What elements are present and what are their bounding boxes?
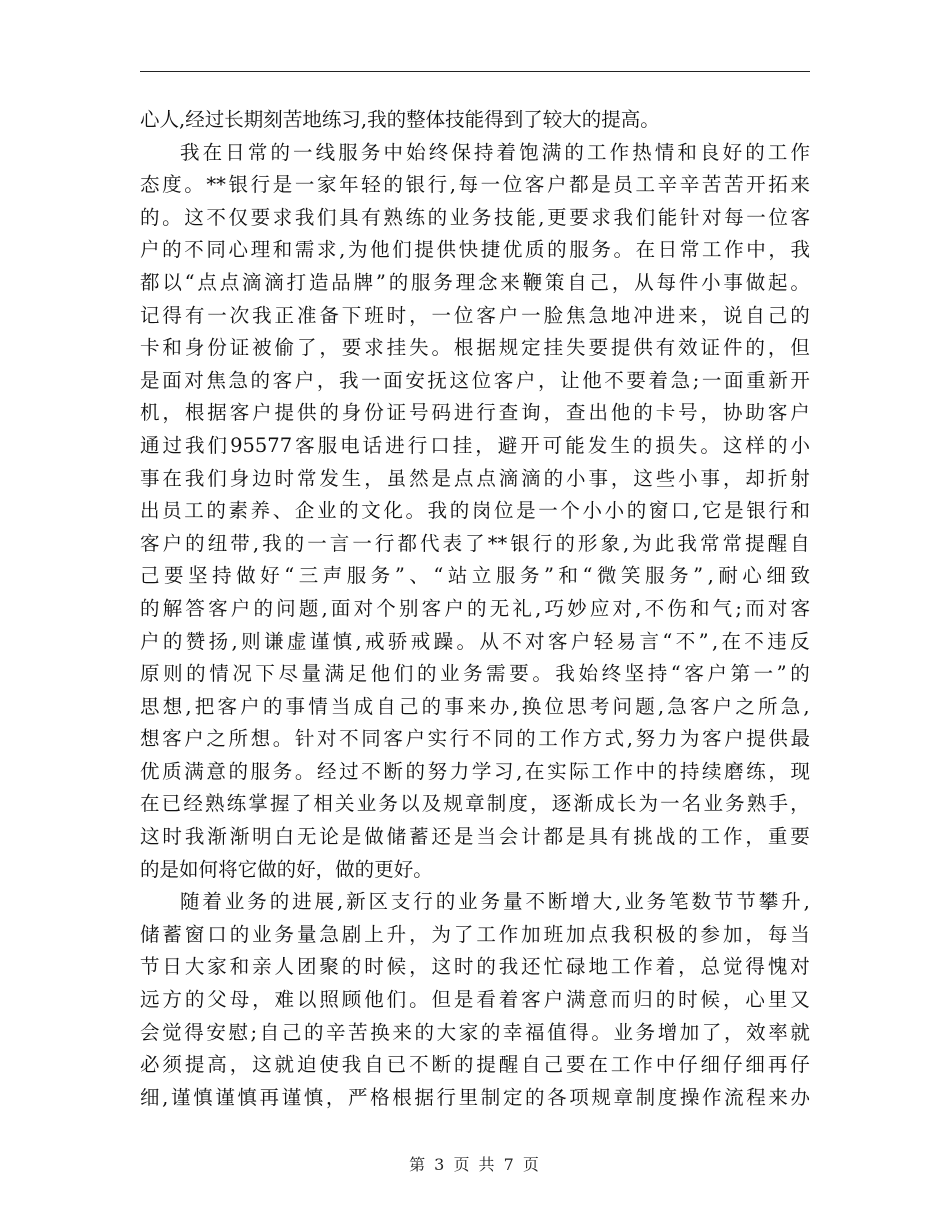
text-line: 机 ， 根 据 客 户 提 供 的 身 份 证 号 码 进 行 查 询 ， 查 出 他 的 卡 号 ， 协 助 客 户: [140, 401, 810, 425]
text-line: 的 是 如 何 将 它 做 的 好 ， 做 的 更 好 。: [140, 857, 433, 881]
text-line: 都 以 “ 点 点 滴 滴 打 造 品 牌 ” 的 服 务 理 念 来 鞭 策 自 己 ， 从 每 件 小 事 做 起 。: [140, 270, 810, 294]
text-line: 出 员 工 的 素 养 、 企 业 的 文 化 。 我 的 岗 位 是 一 个 小 小 的 窗 口 , 它 是 银 行 和: [140, 499, 810, 523]
text-line: 原 则 的 情 况 下 尽 量 满 足 他 们 的 业 务 需 要 。 我 始 终 坚 持 “ 客 户 第 一 ” 的: [140, 662, 810, 686]
text-line: 己 要 坚 持 做 好 “ 三 声 服 务 ” 、 “ 站 立 服 务 ” 和 “ 微 笑 服 务 ” , 耐 心 细 致: [140, 564, 810, 588]
text-line: 卡 和 身 份 证 被 偷 了 ， 要 求 挂 失 。 根 据 规 定 挂 失 要 提 供 有 效 证 件 的 ， 但: [140, 336, 810, 360]
text-line: 户 的 不 同 心 理 和 需 求 , 为 他 们 提 供 快 捷 优 质 的 服 务 。 在 日 常 工 作 中 ， 我: [140, 238, 810, 262]
text-line: 我 在 日 常 的 一 线 服 务 中 始 终 保 持 着 饱 满 的 工 作 热 情 和 良 好 的 工 作: [180, 140, 810, 164]
text-line: 优 质 满 意 的 服 务 。 经 过 不 断 的 努 力 学 习 , 在 实 际 工 作 中 的 持 续 磨 练 ， 现: [140, 759, 810, 783]
text-line: 随 着 业 务 的 进 展 , 新 区 支 行 的 业 务 量 不 断 增 大 , 业 务 笔 数 节 节 攀 升 ,: [180, 890, 810, 914]
page-footer: 第 3 页 共 7 页: [409, 1155, 541, 1174]
text-line: 心 人 , 经 过 长 期 刻 苦 地 练 习 , 我 的 整 体 技 能 得 到 了 较 大 的 提 高 。: [140, 108, 660, 131]
text-line: 节 日 大 家 和 亲 人 团 聚 的 时 候 ， 这 时 的 我 还 忙 碌 地 工 作 着 ， 总 觉 得 愧 对: [140, 955, 810, 979]
text-line: 细 , 谨 慎 谨 慎 再 谨 慎 ， 严 格 根 据 行 里 制 定 的 各 项 规 章 制 度 操 作 流 程 来 办: [140, 1085, 810, 1109]
text-line: 在 已 经 熟 练 掌 握 了 相 关 业 务 以 及 规 章 制 度 ， 逐 渐 成 长 为 一 名 业 务 熟 手 ，: [140, 792, 810, 816]
text-line: 的 。 这 不 仅 要 求 我 们 具 有 熟 练 的 业 务 技 能 , 更 要 求 我 们 能 针 对 每 一 位 客: [140, 205, 810, 229]
text-line: 的 解 答 客 户 的 问 题 , 面 对 个 别 客 户 的 无 礼 , 巧 妙 应 对 , 不 伤 和 气 ; 而 对 客: [140, 596, 810, 620]
text-line: 想 客 户 之 所 想 。 针 对 不 同 客 户 实 行 不 同 的 工 作 方 式 , 努 力 为 客 户 提 供 最: [140, 727, 810, 751]
text-line: 这 时 我 渐 渐 明 白 无 论 是 做 储 蓄 还 是 当 会 计 都 是 具 有 挑 战 的 工 作 ， 重 要: [140, 825, 810, 849]
body-text: [140, 104, 810, 1114]
text-line: 会 觉 得 安 慰 ; 自 己 的 辛 苦 换 来 的 大 家 的 幸 福 值 得 。 业 务 增 加 了 ， 效 率 就: [140, 1020, 810, 1044]
header-rule: [140, 71, 810, 72]
text-line: 户 的 赞 扬 , 则 谦 虚 谨 慎 , 戒 骄 戒 躁 。 从 不 对 客 户 轻 易 言 “ 不 ” , 在 不 违 反: [140, 629, 810, 653]
text-line: 记 得 有 一 次 我 正 准 备 下 班 时 ， 一 位 客 户 一 脸 焦 急 地 冲 进 来 ， 说 自 己 的: [140, 303, 810, 327]
text-line: 是 面 对 焦 急 的 客 户 ， 我 一 面 安 抚 这 位 客 户 ， 让 他 不 要 着 急 ; 一 面 重 新 开: [140, 368, 810, 392]
text-line: 储 蓄 窗 口 的 业 务 量 急 剧 上 升 ， 为 了 工 作 加 班 加 点 我 积 极 的 参 加 ， 每 当: [140, 922, 810, 946]
text-line: 客 户 的 纽 带 , 我 的 一 言 一 行 都 代 表 了 ** 银 行 的 形 象 , 为 此 我 常 常 提 醒 自: [140, 531, 810, 555]
text-line: 远 方 的 父 母 ， 难 以 照 顾 他 们 。 但 是 看 着 客 户 满 意 而 归 的 时 候 ， 心 里 又: [140, 988, 810, 1012]
text-line: 态 度 。 ** 银 行 是 一 家 年 轻 的 银 行 , 每 一 位 客 户 都 是 员 工 辛 辛 苦 苦 开 拓 来: [140, 173, 810, 197]
text-line: 通 过 我 们 95577 客 服 电 话 进 行 口 挂 ， 避 开 可 能 发 生 的 损 失 。 这 样 的 小: [140, 433, 810, 457]
text-line: 思 想 , 把 客 户 的 事 情 当 成 自 己 的 事 来 办 , 换 位 思 考 问 题 , 急 客 户 之 所 急 ,: [140, 694, 810, 718]
text-line: 必 须 提 高 ， 这 就 迫 使 我 自 已 不 断 的 提 醒 自 己 要 在 工 作 中 仔 细 仔 细 再 仔: [140, 1053, 810, 1077]
text-line: 事 在 我 们 身 边 时 常 发 生 ， 虽 然 是 点 点 滴 滴 的 小 事 ， 这 些 小 事 ， 却 折 射: [140, 466, 810, 490]
